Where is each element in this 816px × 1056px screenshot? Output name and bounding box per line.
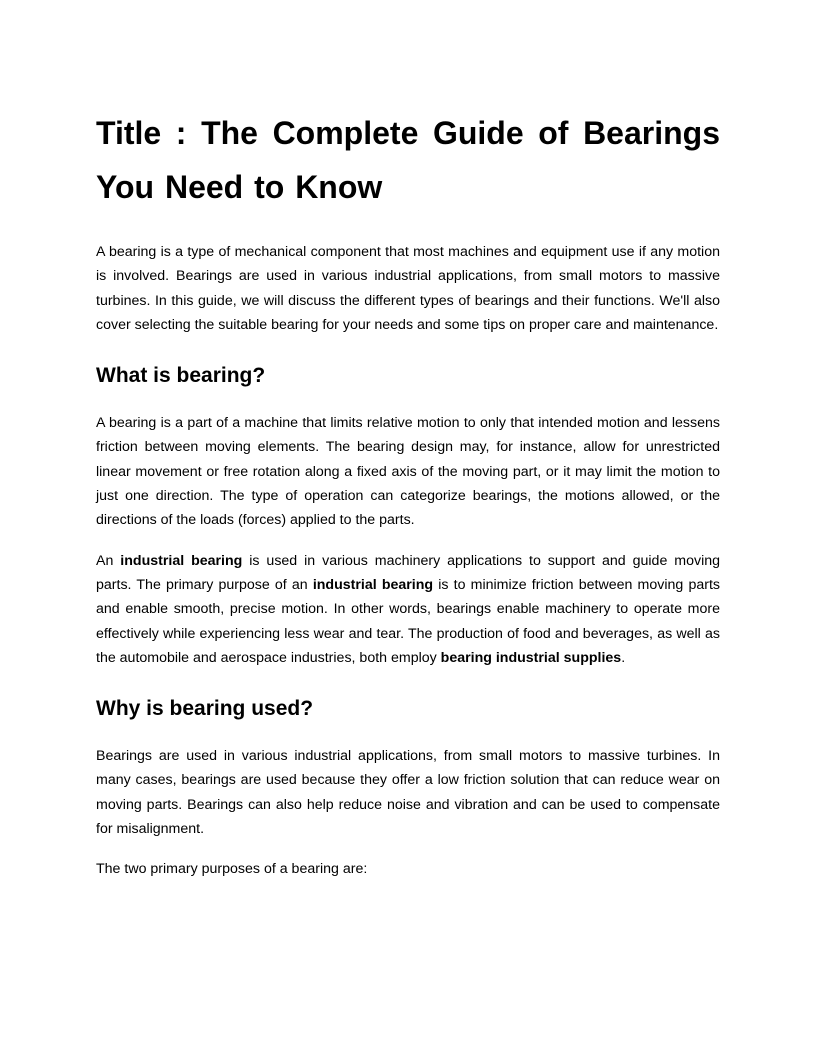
why-is-bearing-used-paragraph-1: Bearings are used in various industrial applications, from small motors to massive turbines. In many cases, bearings are used because they offer a low friction solution that can reduce wear on moving parts. Bearings can also help reduce noise and vibration and can be used to compensate for misalignment. xyxy=(96,748,720,838)
bold-term-industrial-bearing: industrial bearing xyxy=(312,576,434,593)
document-title: Title : The Complete Guide of Bearings You Need to Know xyxy=(96,115,720,205)
what-is-bearing-paragraph-2 xyxy=(96,549,720,670)
intro-paragraph: A bearing is a type of mechanical component that most machines and equipment use if any motion is involved. Bearings are used in various industrial applications, from small motors to massive turbines. In this guide, we will discuss the different types of bearings and their functions. We'll also cover selecting the suitable bearing for your needs and some tips on proper care and maintenance. xyxy=(96,244,720,333)
why-is-bearing-used-paragraph-2: The two primary purposes of a bearing are: xyxy=(96,861,368,878)
section-heading-why-is-bearing-used: Why is bearing used? xyxy=(96,697,314,721)
document-page xyxy=(96,106,720,898)
what-is-bearing-paragraph-1: A bearing is a part of a machine that limits relative motion to only that intended motion and lessens friction between moving elements. The bearing design may, for instance, allow for unrestricted linear movement or free rotation along a fixed axis of the moving part, or it may limit the motion to just one direction. The type of operation can categorize bearings, the motions allowed, or the directions of the loads (forces) applied to the parts. xyxy=(96,415,720,529)
text-run: is used in various machinery applications to support and guide moving parts. The primary purpose of an xyxy=(96,552,721,593)
bold-term-bearing-industrial-supplies: bearing industrial supplies xyxy=(440,649,622,666)
text-run: An xyxy=(96,552,121,569)
text-run: is to minimize friction between moving parts and enable smooth, precise motion. In other words, bearings enable machinery to operate more effectively while experiencing less wear and tear. The production of food and beverages, as well as the automobile and aerospace industries, both employ xyxy=(96,576,720,666)
text-run: . xyxy=(621,649,626,666)
section-heading-what-is-bearing: What is bearing? xyxy=(96,364,266,388)
bold-term-industrial-bearing: industrial bearing xyxy=(120,552,243,569)
